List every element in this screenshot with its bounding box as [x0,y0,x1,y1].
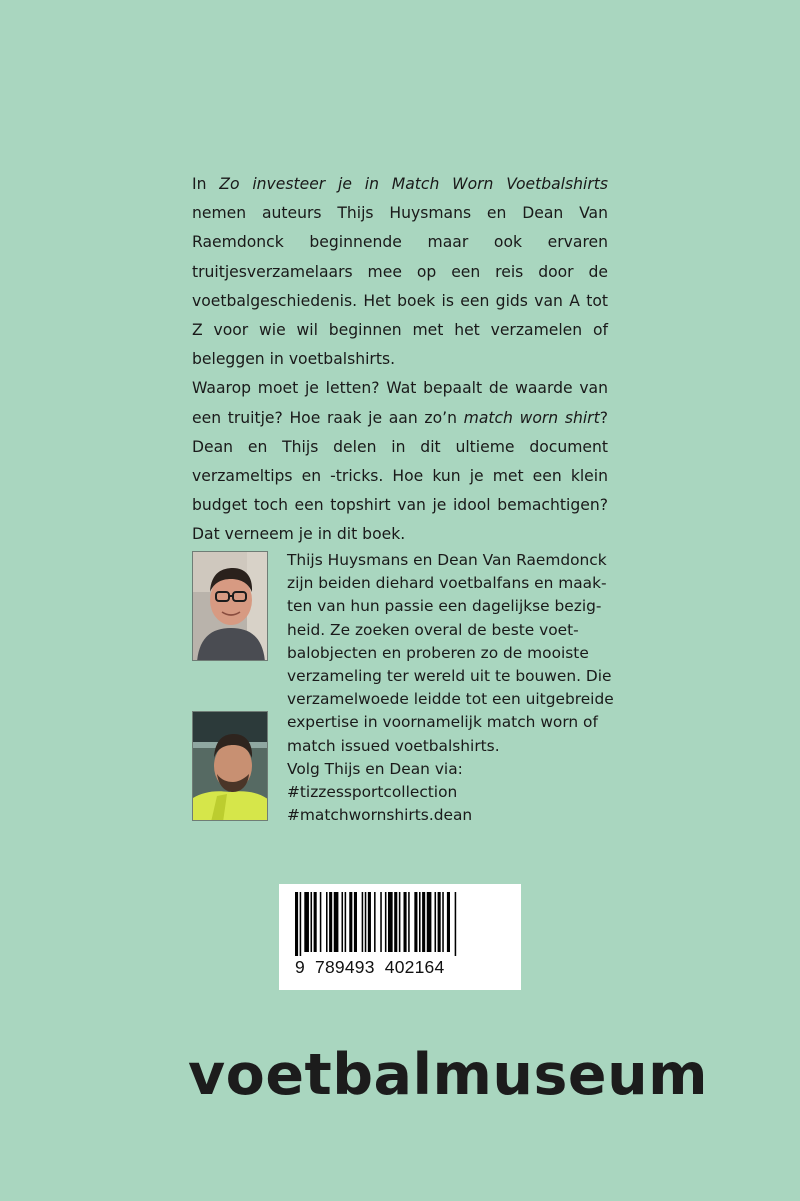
barcode-bar [329,892,332,952]
barcode-bar [295,892,298,956]
barcode-bar [314,892,317,952]
isbn-digits: 9 789493 402164 [295,957,445,977]
barcode-bar [374,892,376,952]
barcode-bar [408,892,410,952]
barcode-bar [447,892,450,952]
barcode-bar [414,892,417,952]
author-photo-dean [192,711,268,821]
barcode-bar [399,892,401,952]
blurb-p1-text: nemen auteurs Thijs Huysmans en Dean Van Raemdonck beginnende maar ook ervaren truitjesverzamelaars mee op een reis door de voetbalgeschiedenis. Het boek is een gids van A tot Z voor wie wil beginnen met het verzamelen of beleggen in voetbalshirts. [192,204,608,369]
barcode-bar [438,892,441,952]
barcode-bar [304,892,309,952]
book-title: Zo investeer je in Match Worn Voetbalshirts [219,175,608,193]
barcode-bar [435,892,437,952]
author-bio-text: Thijs Huysmans en Dean Van Raemdonck zijn beiden diehard voetbalfans en maakten van hun passie een dagelijkse bezigheid. Ze zoeken overal de beste voetbalobjecten en proberen zo de mooiste verzameling ter wereld uit te bouwen. Die verzamelwoede leidde tot een uitgebreide expertise in voornamelijk match worn of match issued voetbalshirts. [287,551,614,755]
blurb-paragraph-2 [192,374,608,549]
barcode-bar [354,892,357,952]
blurb-p2-text: ? Dean en Thijs delen in dit ultieme document verzameltips en -tricks. Hoe kun je met een klein budget toch een topshirt van je idool bemachtigen? Dat verneem je in dit boek. [192,408,608,544]
barcode-bar [311,892,313,952]
follow-label: Volg Thijs en Dean via: [287,759,463,778]
barcode-bar [300,892,302,956]
barcode-bar [326,892,328,952]
hashtag-dean: #matchwornshirts.dean [287,806,473,825]
author-bio [287,549,617,827]
barcode-bar [427,892,432,952]
back-cover-blurb [192,170,608,550]
barcode-bar [385,892,387,952]
isbn-barcode [279,884,521,990]
barcode-bar [362,892,364,952]
barcode-bar [334,892,339,952]
blurb-p2-italic: match worn shirt [463,408,600,427]
barcode-bars [293,892,507,956]
barcode-bar [320,892,322,952]
blurb-p1-lead: In [192,175,220,193]
barcode-bar [394,892,397,952]
barcode-bar [419,892,421,952]
barcode-bar [404,892,407,952]
publisher-logo: voetbalmuseum [188,1042,709,1108]
barcode-bar [380,892,382,952]
barcode-bar [442,892,444,952]
barcode-bar [368,892,371,952]
hashtag-thijs: #tizzessportcollection [287,783,458,802]
barcode-bar [388,892,393,952]
barcode-bar [455,892,457,956]
barcode-bar [345,892,347,952]
barcode-bar [342,892,344,952]
barcode-bar [349,892,352,952]
barcode-bar [422,892,425,952]
blurb-paragraph-1 [192,170,608,374]
barcode-bar [365,892,367,952]
blurb-p2-lead: Waarop moet je letten? Wat bepaalt de waarde van een truitje? Hoe raak je aan zo’n [192,379,608,427]
author-photo-thijs [192,551,268,661]
